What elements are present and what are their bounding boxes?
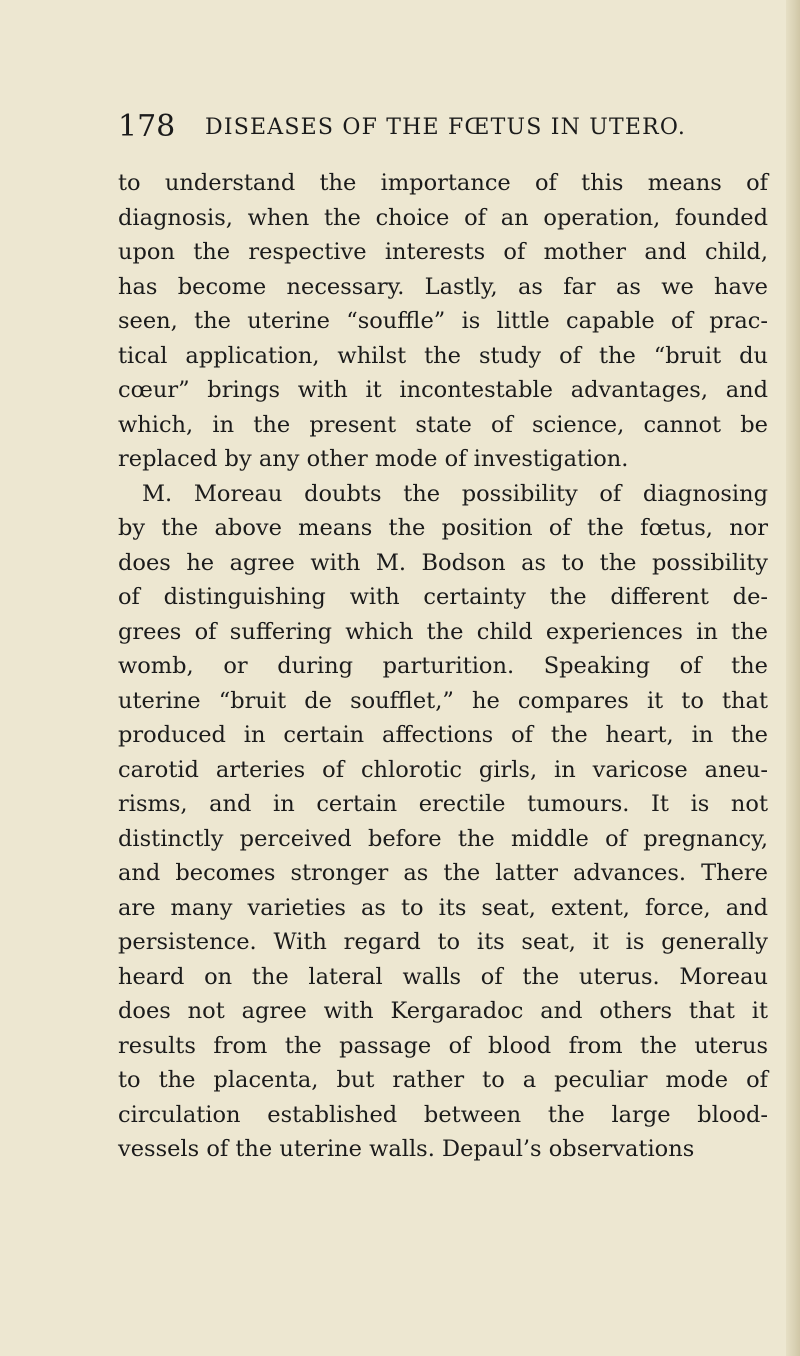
text-line: diagnosis, when the choice of an operation, founded: [118, 204, 768, 231]
text-line: upon the respective interests of mother and child,: [118, 239, 768, 265]
text-line: has become necessary. Lastly, as far as we have: [118, 273, 768, 300]
text-line: heard on the lateral walls of the uterus. Moreau: [118, 963, 768, 990]
text-line: tical application, whilst the study of the “bruit du: [118, 342, 768, 369]
page-edge: [786, 0, 800, 1356]
text-line: cœur” brings with it incontestable advantages, and: [118, 377, 768, 403]
text-line: distinctly perceived before the middle of pregnancy,: [118, 825, 768, 852]
text-line: uterine “bruit de soufflet,” he compares it to that: [118, 687, 768, 714]
text-line: and becomes stronger as the latter advances. There: [118, 860, 768, 886]
text-line: risms, and in certain erectile tumours. It is not: [118, 791, 768, 817]
text-line: M. Moreau doubts the possibility of diagnosing: [142, 480, 768, 507]
text-line: vessels of the uterine walls. Depaul’s observations: [118, 1136, 695, 1162]
page-header: [118, 107, 758, 147]
page-number: 178: [118, 109, 176, 144]
text-line: of distinguishing with certainty the different de-: [118, 584, 768, 610]
text-line: which, in the present state of science, cannot be: [118, 411, 768, 438]
text-line: are many varieties as to its seat, extent, force, and: [118, 894, 768, 921]
text-line: to understand the importance of this means of: [118, 170, 768, 196]
text-line: carotid arteries of chlorotic girls, in varicose aneu-: [118, 756, 768, 783]
text-line: grees of suffering which the child experiences in the: [118, 618, 768, 645]
text-line: by the above means the position of the fœtus, nor: [118, 515, 768, 541]
text-line: does he agree with M. Bodson as to the possibility: [118, 549, 768, 576]
running-title: DISEASES OF THE FŒTUS IN UTERO.: [205, 115, 687, 140]
text-line: circulation established between the large blood-: [118, 1101, 768, 1128]
text-line: persistence. With regard to its seat, it is generally: [118, 929, 768, 955]
text-line: produced in certain affections of the heart, in the: [118, 722, 768, 748]
text-line: replaced by any other mode of investigation.: [118, 446, 629, 472]
text-line: does not agree with Kergaradoc and others that it: [118, 998, 768, 1024]
text-line: results from the passage of blood from the uterus: [118, 1032, 768, 1059]
body-text: [118, 166, 768, 1167]
text-line: seen, the uterine “souffle” is little capable of prac-: [118, 308, 768, 334]
text-line: to the placenta, but rather to a peculiar mode of: [118, 1067, 768, 1093]
text-line: womb, or during parturition. Speaking of the: [118, 653, 768, 679]
